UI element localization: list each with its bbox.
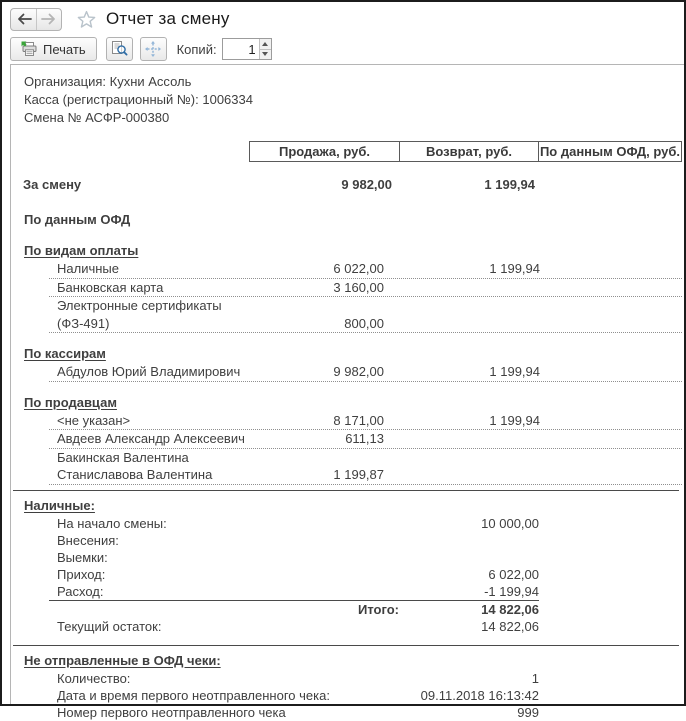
table-row: <не указан> 8 171,00 1 199,94 [49, 412, 682, 431]
cash-balance-row: Текущий остаток: 14 822,06 [57, 618, 539, 634]
ofd-data-heading: По данным ОФД [24, 212, 131, 227]
page-fit-button[interactable] [140, 37, 167, 61]
section-heading-payment-types: По видам оплаты [24, 243, 139, 258]
page-title: Отчет за смену [106, 9, 230, 28]
section-heading-cashiers: По кассирам [24, 346, 106, 361]
unsent-row: Количество: 1 [57, 670, 539, 686]
report-viewport [10, 64, 684, 720]
cash-row: Внесения: [57, 532, 119, 548]
spin-up-button[interactable] [260, 39, 271, 49]
move-tool-icon [145, 41, 161, 57]
cash-register-line: Касса (регистрационный №): 1006334 [24, 92, 253, 107]
table-header-row [11, 141, 682, 162]
table-row: Авдеев Александр Алексеевич 611,13 [49, 430, 682, 449]
cash-row: Приход: 6 022,00 [57, 566, 539, 582]
star-icon [76, 9, 97, 30]
shift-total-row [11, 176, 682, 194]
printer-icon [21, 41, 37, 57]
shift-total-label: За смену [23, 177, 82, 192]
section-divider [13, 645, 679, 646]
section-heading-sellers: По продавцам [24, 394, 117, 410]
print-preview-icon [111, 41, 128, 57]
spin-up-icon [262, 42, 268, 46]
cash-row: Выемки: [57, 549, 108, 565]
spin-down-icon [262, 52, 268, 56]
back-arrow-icon [16, 13, 32, 25]
copies-input[interactable] [223, 39, 259, 59]
print-preview-button[interactable] [106, 37, 133, 61]
cash-row-expense: Расход: -1 199,94 [49, 583, 539, 601]
table-row: Наличные 6 022,00 1 199,94 [49, 260, 682, 279]
column-header-refund: Возврат, руб. [400, 141, 539, 162]
spin-down-button[interactable] [260, 49, 271, 60]
section-heading-cash: Наличные: [24, 497, 95, 513]
table-row: Банковская карта 3 160,00 [49, 279, 682, 298]
shift-total-sale: 9 982,00 [341, 177, 392, 192]
shift-total-refund: 1 199,94 [484, 177, 535, 192]
section-heading-unsent-checks: Не отправленные в ОФД чеки: [24, 652, 221, 668]
back-button[interactable] [11, 9, 36, 30]
copies-label: Копий: [176, 41, 217, 57]
cash-row: На начало смены: 10 000,00 [57, 515, 539, 531]
organization-line: Организация: Кухни Ассоль [24, 74, 192, 89]
section-divider [13, 490, 679, 491]
table-row: Абдулов Юрий Владимирович 9 982,00 1 199,94 [49, 363, 682, 382]
copies-spinner [222, 38, 272, 60]
unsent-row: Дата и время первого неотправленного чека: 09.11.2018 16:13:42 [57, 687, 539, 703]
forward-arrow-icon [41, 13, 57, 25]
column-header-ofd: По данным ОФД, руб. [539, 141, 682, 162]
print-button[interactable] [10, 37, 97, 61]
favorite-star-button[interactable] [76, 9, 97, 30]
cash-total-row: Итого: 14 822,06 [358, 601, 539, 617]
toolbar [2, 34, 684, 64]
unsent-row: Номер первого неотправленного чека 999 [57, 704, 539, 720]
history-nav-group [10, 8, 62, 31]
print-button-label: Печать [43, 41, 86, 57]
navbar [2, 2, 684, 34]
forward-button[interactable] [36, 9, 61, 30]
column-header-sale: Продажа, руб. [249, 141, 400, 162]
table-row: Электронные сертификаты (ФЗ-491) 800,00 [49, 297, 682, 333]
shift-number-line: Смена № АСФР-000380 [24, 110, 170, 125]
table-row: Бакинская Валентина Станиславова Валентина 1 199,87 [49, 449, 682, 485]
